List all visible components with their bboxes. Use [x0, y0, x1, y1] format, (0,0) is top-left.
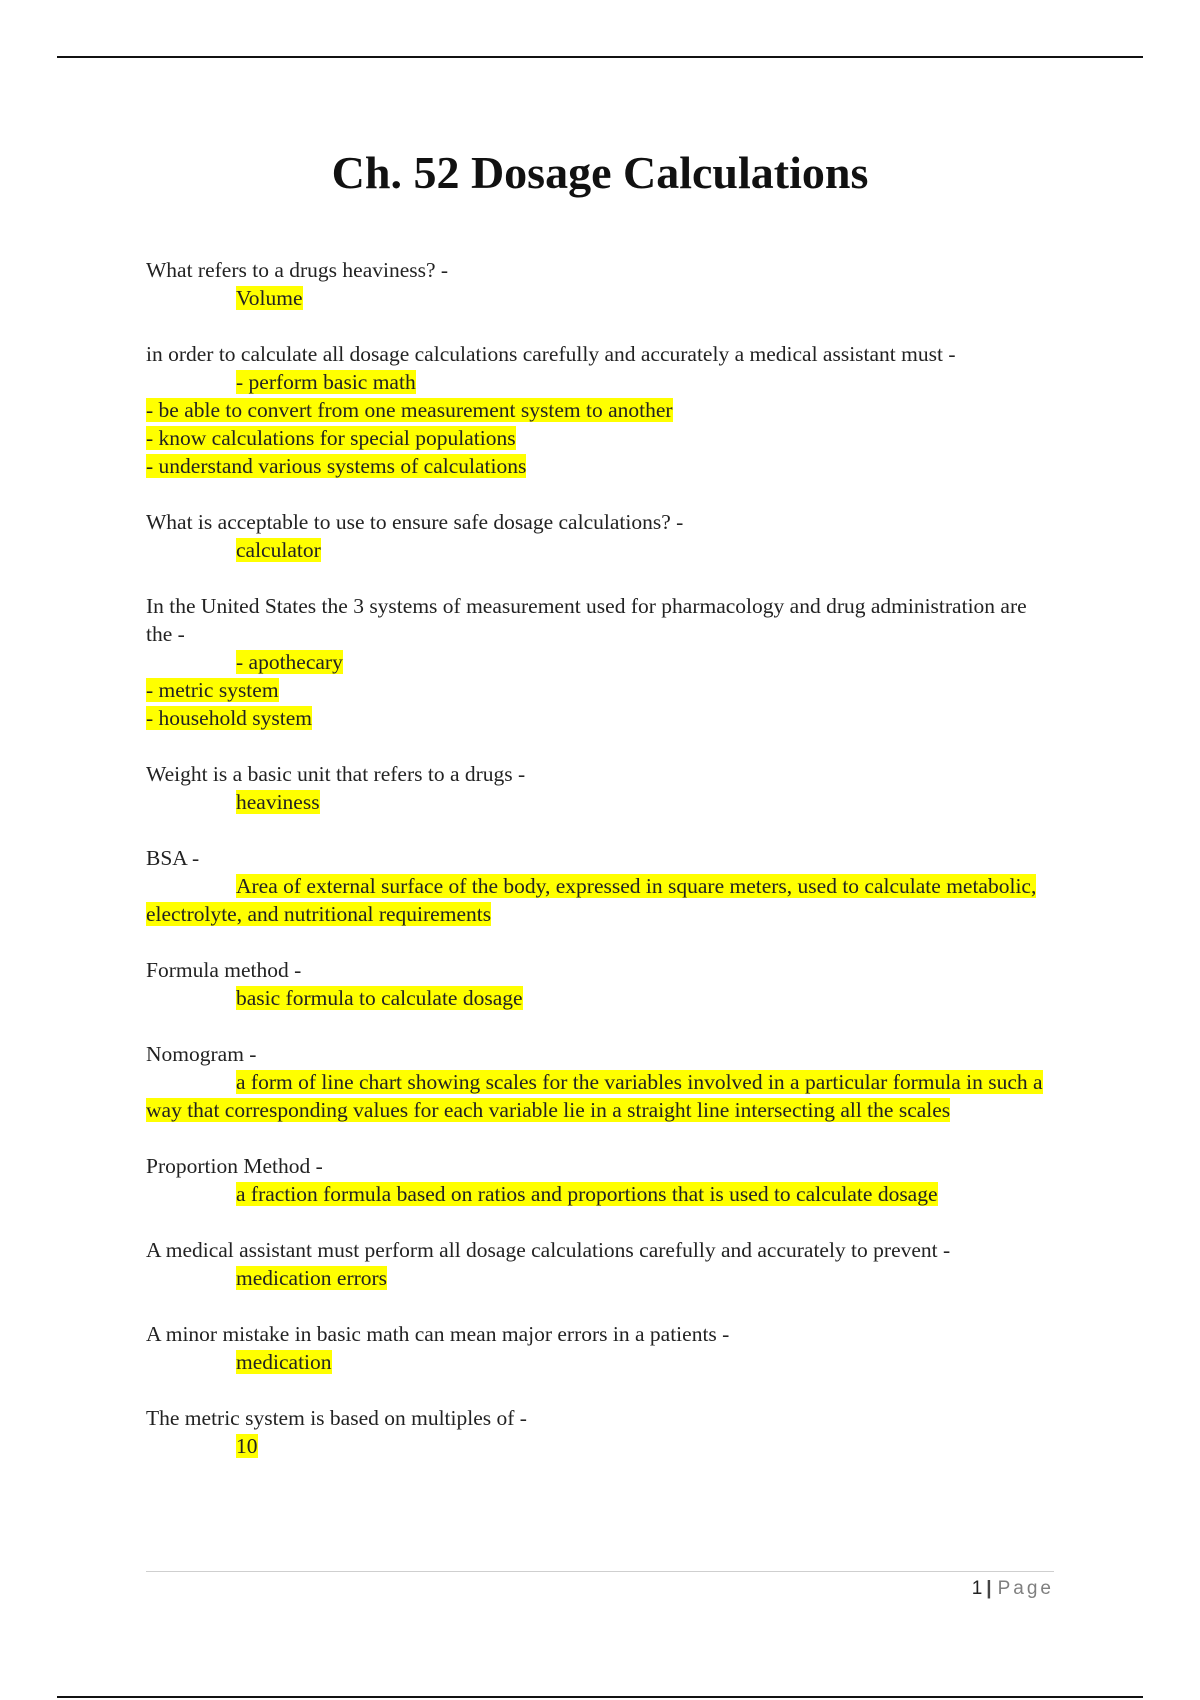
answer-highlight: 10 [236, 1434, 258, 1458]
question: Formula method - [146, 958, 302, 982]
answer-highlight: Volume [236, 286, 303, 310]
answer-highlight: calculator [236, 538, 321, 562]
qa-item-1 [146, 256, 1056, 312]
qa-item-10 [146, 1236, 1056, 1292]
answer [146, 284, 1056, 312]
answer-highlight: - metric system [146, 678, 279, 702]
answer [146, 1264, 1056, 1292]
answer [146, 1432, 1056, 1460]
qa-item-12 [146, 1404, 1056, 1460]
question: A medical assistant must perform all dosage calculations carefully and accurately to prevent - [146, 1238, 951, 1262]
answer-line [146, 704, 1056, 732]
qa-item-5 [146, 760, 1056, 816]
page-label: Page [997, 1578, 1054, 1599]
footer-rule [146, 1571, 1054, 1572]
answer-highlight: medication errors [236, 1266, 388, 1290]
answer-highlight: medication [236, 1350, 332, 1374]
answer-highlight: Area of external surface of the body, expressed in square meters, used to calculate metabolic, electrolyte, and nutritional requirements [146, 874, 1037, 926]
answer [146, 536, 1056, 564]
qa-item-9 [146, 1152, 1056, 1208]
footer-separator: | [986, 1578, 992, 1599]
answer-highlight: heaviness [236, 790, 320, 814]
question: A minor mistake in basic math can mean major errors in a patients - [146, 1322, 730, 1346]
question: Weight is a basic unit that refers to a drugs - [146, 762, 526, 786]
answer [146, 984, 1056, 1012]
page-title: Ch. 52 Dosage Calculations [331, 147, 869, 198]
answer-highlight: basic formula to calculate dosage [236, 986, 523, 1010]
qa-item-3 [146, 508, 1056, 564]
answer [146, 1348, 1056, 1376]
question: in order to calculate all dosage calculations carefully and accurately a medical assistant must - [146, 342, 956, 366]
bottom-rule [57, 1696, 1143, 1698]
qa-item-4 [146, 592, 1056, 732]
qa-item-7 [146, 956, 1056, 1012]
answer-line [146, 452, 1056, 480]
answer-highlight: - household system [146, 706, 313, 730]
question: The metric system is based on multiples of - [146, 1406, 527, 1430]
answer-line [146, 368, 1056, 396]
page-footer [146, 1578, 1054, 1600]
answer-highlight: - know calculations for special populations [146, 426, 516, 450]
qa-item-6 [146, 844, 1056, 928]
page-number: 1 [971, 1578, 983, 1599]
answer [146, 872, 1056, 928]
answer-highlight: - perform basic math [236, 370, 416, 394]
answer-highlight: - be able to convert from one measurement system to another [146, 398, 673, 422]
answer-highlight: a fraction formula based on ratios and proportions that is used to calculate dosage [236, 1182, 938, 1206]
question: In the United States the 3 systems of measurement used for pharmacology and drug administration are the - [146, 594, 1027, 646]
answer-highlight: a form of line chart showing scales for the variables involved in a particular formula in such a way that corresponding values for each variable lie in a straight line intersecting all the scales [146, 1070, 1043, 1122]
qa-item-11 [146, 1320, 1056, 1376]
qa-item-2 [146, 340, 1056, 480]
answer-line [146, 396, 1056, 424]
answer [146, 1180, 1056, 1208]
answer-line [146, 648, 1056, 676]
answer-highlight: - understand various systems of calculations [146, 454, 527, 478]
question: Proportion Method - [146, 1154, 323, 1178]
question: What is acceptable to use to ensure safe dosage calculations? - [146, 510, 684, 534]
question: Nomogram - [146, 1042, 257, 1066]
question: What refers to a drugs heaviness? - [146, 258, 449, 282]
answer [146, 1068, 1056, 1124]
answer-line [146, 424, 1056, 452]
document-body [146, 256, 1056, 1488]
answer-line [146, 676, 1056, 704]
answer [146, 788, 1056, 816]
question: BSA - [146, 846, 200, 870]
qa-item-8 [146, 1040, 1056, 1124]
header-rule [57, 56, 1143, 58]
answer-highlight: - apothecary [236, 650, 343, 674]
